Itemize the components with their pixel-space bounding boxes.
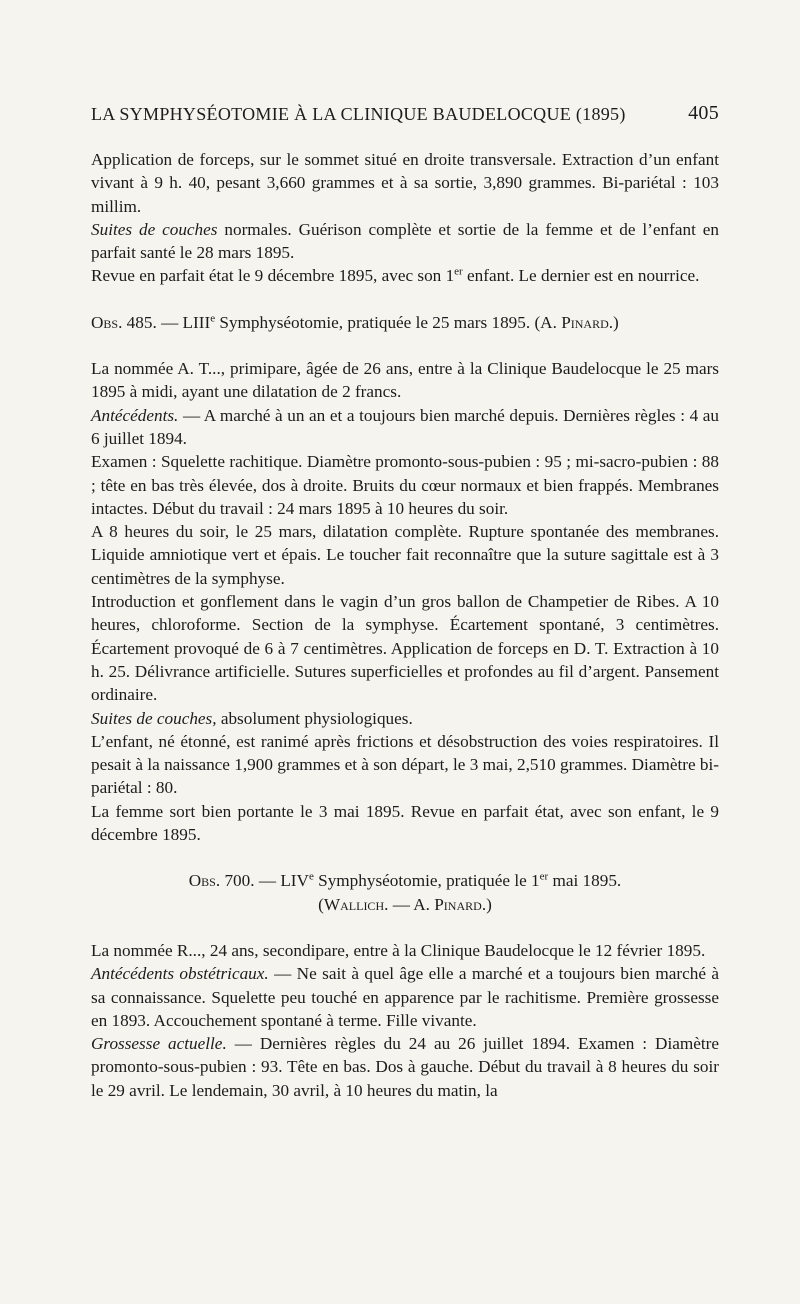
paragraph: Introduction et gonflement dans le vagin d’un gros ballon de Champetier de Ribes. A 10 heures, chloroforme. Section de la symphyse. Écartement spontané, 3 centimètres. Écartement provoqué de 6 à 7 centimètres. Application de forceps en D. T. Extraction à 10 h. 25. Délivrance artificielle. Sutures superficielles et profondes au fil d’argent. Pansement ordinaire. bbox=[91, 592, 719, 705]
paragraph: La femme sort bien portante le 3 mai 1895. Revue en parfait état, avec son enfant, le 9 décembre 1895. bbox=[91, 801, 719, 845]
paragraph: Suites de couches, absolument physiologiques. bbox=[91, 708, 413, 728]
paragraph: L’enfant, né étonné, est ranimé après frictions et désobstruction des voies respiratoires. Il pesait à la naissance 1,900 grammes et à son départ, le 3 mai, 2,510 grammes. Diamètre bi-pariétal : 80. bbox=[91, 731, 719, 798]
paragraph: Antécédents obstétricaux. — Ne sait à quel âge elle a marché et a toujours bien marché à sa connaissance. Squelette peu touché en apparence par le rachitisme. Première grossesse en 1893. Accouchement spontané à terme. Fille vivante. bbox=[91, 964, 720, 1030]
running-header bbox=[91, 98, 719, 134]
paragraph: Application de forceps, sur le sommet situé en droite transversale. Extraction d’un enfant vivant à 9 h. 40, pesant 3,660 grammes et à sa sortie, 3,890 grammes. Bi-pariétal : 103 millim. bbox=[91, 150, 719, 216]
paragraph: Grossesse actuelle. — Dernières règles du 24 au 26 juillet 1894. Examen : Diamètre promonto-sous-pubien : 93. Tête en bas. Dos à gauche. Début du travail à 8 heures du soir le 29 avril. Le lendemain, 30 avril, à 10 heures du matin, la bbox=[91, 1034, 719, 1100]
observation-heading: Obs. 485. — LIIIe Symphyséotomie, pratiquée le 25 mars 1895. (A. Pinard.) bbox=[91, 312, 619, 332]
paragraph: Revue en parfait état le 9 décembre 1895, avec son 1er enfant. Le dernier est en nourrice. bbox=[91, 265, 700, 286]
paragraph: A 8 heures du soir, le 25 mars, dilatation complète. Rupture spontanée des membranes. Liquide amniotique vert et épais. Le toucher fait reconnaître que la suture sagittale est à 3 centimètres de la symphyse. bbox=[91, 522, 719, 588]
observation-authors: (Wallich. — A. Pinard.) bbox=[318, 894, 492, 914]
italic-heading: Suites de couches bbox=[91, 219, 218, 239]
paragraph: La nommée R..., 24 ans, secondipare, entre à la Clinique Baudelocque le 12 février 1895. bbox=[91, 940, 706, 960]
italic-heading: Suites de couches, bbox=[91, 708, 217, 728]
paragraph: Antécédents. — A marché à un an et a toujours bien marché depuis. Dernières règles : 4 au 6 juillet 1894. bbox=[91, 405, 719, 448]
paragraph: La nommée A. T..., primipare, âgée de 26 ans, entre à la Clinique Baudelocque le 25 mars 1895 à midi, ayant une dilatation de 2 francs. bbox=[91, 359, 719, 402]
page-body bbox=[91, 148, 719, 1102]
page-number: 405 bbox=[688, 102, 719, 124]
italic-heading: Antécédents obstétricaux. bbox=[91, 964, 269, 984]
italic-heading: Grossesse actuelle. bbox=[91, 1034, 227, 1054]
running-title: LA SYMPHYSÉOTOMIE À LA CLINIQUE BAUDELOCQUE (1895) bbox=[91, 104, 626, 124]
italic-heading: Antécédents. bbox=[91, 405, 179, 425]
paragraph: Examen : Squelette rachitique. Diamètre promonto-sous-pubien : 95 ; mi-sacro-pubien : 88 ; tête en bas très élevée, dos à droite. Bruits du cœur normaux et bien frappés. Membranes intactes. Début du travail : 24 mars 1895 à 10 heures du soir. bbox=[91, 452, 719, 518]
observation-heading: Obs. 700. — LIVe Symphyséotomie, pratiquée le 1er mai 1895. bbox=[188, 870, 622, 891]
paragraph: Suites de couches normales. Guérison complète et sortie de la femme et de l’enfant en parfait santé le 28 mars 1895. bbox=[91, 219, 719, 263]
